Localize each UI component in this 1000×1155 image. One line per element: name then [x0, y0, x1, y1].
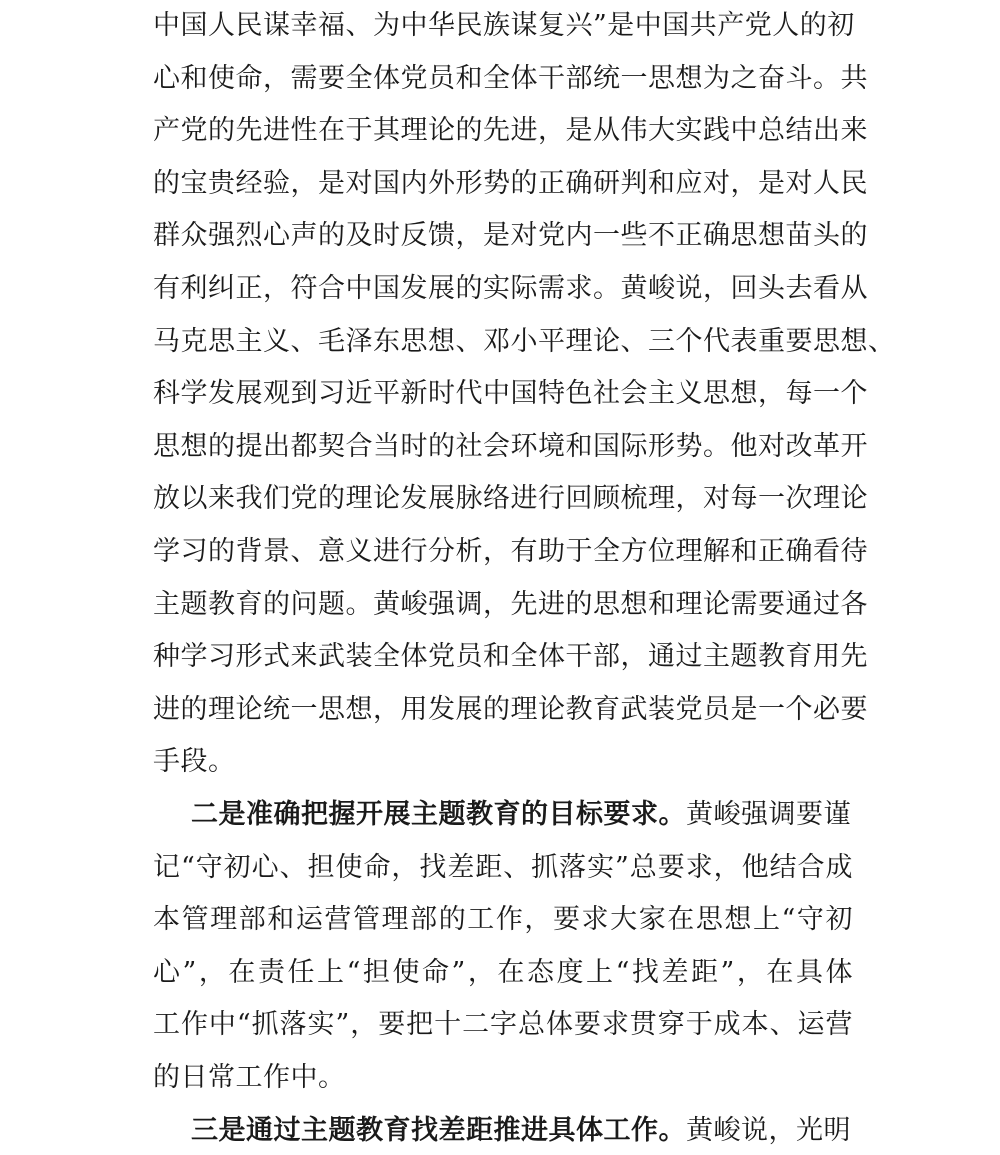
- paragraph-2-line-3: 本管理部和运营管理部的工作，要求大家在思想上“守初: [153, 904, 853, 935]
- paragraph-1-line-10: 放以来我们党的理论发展脉络进行回顾梳理，对每一次理论: [153, 483, 868, 514]
- paragraph-2-first-line: [191, 795, 851, 835]
- paragraph-2-line-5: 工作中“抓落实”，要把十二字总体要求贯穿于成本、运营: [153, 1009, 853, 1040]
- paragraph-1-line-15: 手段。: [153, 746, 236, 777]
- paragraph-1-line-3: 产党的先进性在于其理论的先进，是从伟大实践中总结出来: [153, 115, 868, 146]
- paragraph-2-line-4: 心”，在责任上“担使命”，在态度上“找差距”，在具体: [153, 957, 853, 988]
- paragraph-1-line-6: 有利纠正，符合中国发展的实际需求。黄峻说，回头去看从: [153, 273, 868, 304]
- paragraph-1-line-5: 群众强烈心声的及时反馈，是对党内一些不正确思想苗头的: [153, 220, 868, 251]
- paragraph-1-line-11: 学习的背景、意义进行分析，有助于全方位理解和正确看待: [153, 536, 868, 567]
- paragraph-1-line-1: 中国人民谋幸福、为中华民族谋复兴”是中国共产党人的初: [153, 10, 855, 41]
- paragraph-1-line-13: 种学习形式来武装全体党员和全体干部，通过主题教育用先: [153, 641, 868, 672]
- paragraph-1-line-9: 思想的提出都契合当时的社会环境和国际形势。他对改革开: [153, 431, 868, 462]
- paragraph-3-first-line-rest: 黄峻说，光明: [686, 1115, 851, 1146]
- paragraph-1-line-12: 主题教育的问题。黄峻强调，先进的思想和理论需要通过各: [153, 589, 868, 620]
- paragraph-1-line-4: 的宝贵经验，是对国内外形势的正确研判和应对，是对人民: [153, 168, 868, 199]
- paragraph-1-line-8: 科学发展观到习近平新时代中国特色社会主义思想，每一个: [153, 378, 868, 409]
- paragraph-1-line-2: 心和使命，需要全体党员和全体干部统一思想为之奋斗。共: [153, 63, 868, 94]
- paragraph-3-heading: 三是通过主题教育找差距推进具体工作。: [191, 1115, 686, 1146]
- paragraph-2-line-6: 的日常工作中。: [153, 1062, 346, 1093]
- paragraph-2-line-2: 记“守初心、担使命，找差距、抓落实”总要求，他结合成: [153, 852, 853, 883]
- paragraph-2-heading: 二是准确把握开展主题教育的目标要求。: [191, 799, 686, 830]
- paragraph-1-line-14: 进的理论统一思想，用发展的理论教育武装党员是一个必要: [153, 694, 868, 725]
- paragraph-1-line-7: 马克思主义、毛泽东思想、邓小平理论、三个代表重要思想、: [153, 326, 896, 357]
- paragraph-2-first-line-rest: 黄峻强调要谨: [686, 799, 851, 830]
- paragraph-3-first-line: [191, 1111, 851, 1151]
